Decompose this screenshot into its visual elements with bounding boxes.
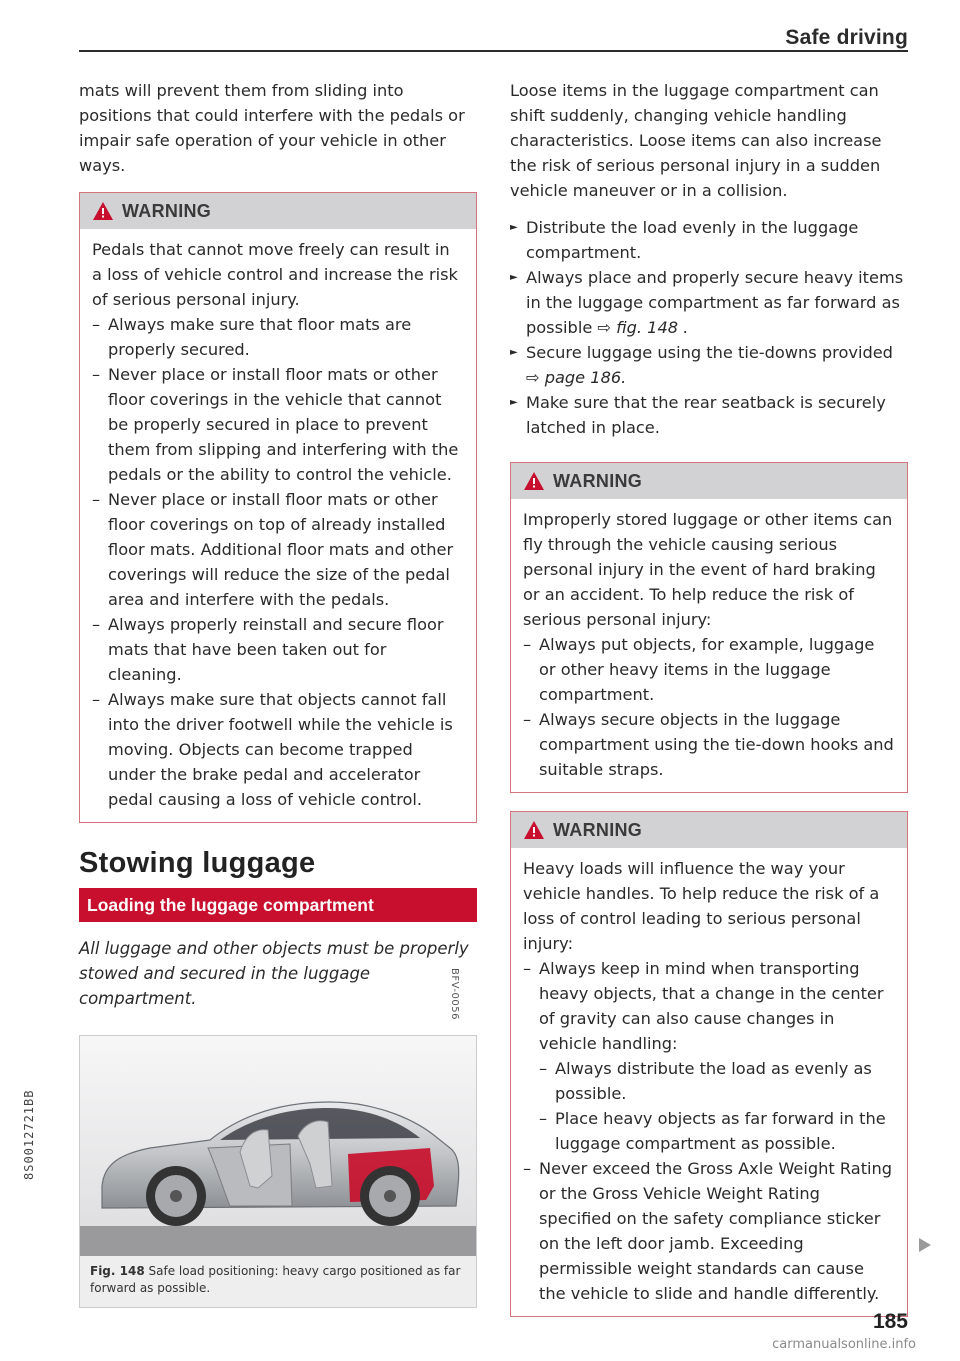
list-item: – Always make sure that objects cannot fall into the driver footwell while the vehicle is moving. Objects can become trapped under the brake pedal and accelerator pedal causing a loss of vehicle control. bbox=[92, 687, 464, 812]
instruction-step bbox=[510, 340, 908, 390]
warning-label: WARNING bbox=[553, 470, 643, 491]
warning-box-luggage bbox=[510, 462, 908, 793]
subsection-intro: All luggage and other objects must be properly stowed and secured in the luggage compartment. bbox=[79, 939, 469, 1008]
figure-caption-label: Fig. 148 bbox=[90, 1264, 145, 1278]
figure-caption-text: Safe load positioning: heavy cargo positioned as far forward as possible. bbox=[90, 1264, 461, 1295]
list-item: – Always put objects, for example, luggage or other heavy items in the luggage compartment. bbox=[523, 632, 895, 707]
warning-text: Heavy loads will influence the way your vehicle handles. To help reduce the risk of a loss of control leading to serious personal injury: bbox=[523, 859, 880, 953]
right-intro-text: Loose items in the luggage compartment can shift suddenly, changing vehicle handling characteristics. Loose items can also increase the risk of serious personal injury in a sudden vehicle maneuver or in a collision. bbox=[510, 81, 882, 200]
section-title: Stowing luggage bbox=[79, 847, 316, 879]
warning-label: WARNING bbox=[122, 200, 212, 221]
list-item: – Always secure objects in the luggage compartment using the tie-down hooks and suitable straps. bbox=[523, 707, 895, 782]
warning-header bbox=[80, 193, 476, 229]
figure-link[interactable]: ⇨ fig. 148 . bbox=[597, 318, 689, 337]
warning-label: WARNING bbox=[553, 819, 643, 840]
warning-list bbox=[523, 632, 895, 782]
continue-arrow-icon bbox=[918, 1237, 932, 1253]
instruction-text: Always place and properly secure heavy items in the luggage compartment as far forward as possible bbox=[526, 268, 904, 337]
instruction-text: Distribute the load evenly in the luggage compartment. bbox=[526, 218, 859, 262]
warning-box-pedals bbox=[79, 192, 477, 823]
instruction-step bbox=[510, 390, 908, 440]
warning-list bbox=[523, 956, 895, 1306]
instruction-step bbox=[510, 265, 908, 340]
left-column bbox=[79, 78, 477, 1308]
instruction-step bbox=[510, 215, 908, 265]
list-item: – Never exceed the Gross Axle Weight Rating or the Gross Vehicle Weight Rating specified on the safety compliance sticker on the left door jamb. Exceeding permissible weight standards can cause the vehicle to slide and handle differently. bbox=[523, 1156, 895, 1306]
warning-sublist bbox=[539, 1056, 895, 1156]
instruction-list bbox=[510, 215, 908, 440]
list-item-text: Always keep in mind when transporting heavy objects, that a change in the center of gravity can also cause changes in vehicle handling: bbox=[539, 959, 884, 1053]
left-intro-text: mats will prevent them from sliding into positions that could interfere with the pedals or impair safe operation of your vehicle in other ways. bbox=[79, 81, 465, 175]
list-item: – Never place or install floor mats or other floor coverings in the vehicle that cannot be properly secured in place to prevent them from slipping and interfering with the pedals or the ability to control the vehicle. bbox=[92, 362, 464, 487]
warning-header bbox=[511, 463, 907, 499]
warning-triangle-icon bbox=[92, 201, 114, 221]
right-column bbox=[510, 78, 908, 1317]
figure-148 bbox=[79, 1035, 477, 1308]
list-item: – Always distribute the load as evenly as possible. bbox=[539, 1056, 895, 1106]
warning-list bbox=[92, 312, 464, 812]
list-item: – Never place or install floor mats or other floor coverings on top of already installed floor mats. Additional floor mats and other coverings will reduce the size of the pedal area and interfere with the pedals. bbox=[92, 487, 464, 612]
warning-text: Improperly stored luggage or other items can fly through the vehicle causing serious personal injury in the event of hard braking or an accident. To help reduce the risk of serious personal injury: bbox=[523, 510, 893, 629]
warning-header bbox=[511, 812, 907, 848]
list-item: – Place heavy objects as far forward in the luggage compartment as possible. bbox=[539, 1106, 895, 1156]
page-link[interactable]: ⇨ page 186. bbox=[526, 368, 627, 387]
figure-code: BFV-0056 bbox=[449, 968, 460, 1020]
warning-text: Pedals that cannot move freely can result in a loss of vehicle control and increase the risk of serious personal injury. bbox=[92, 240, 458, 309]
subsection-title: Loading the luggage compartment bbox=[79, 888, 477, 922]
header-title: Safe driving bbox=[785, 26, 908, 49]
car-load-illustration bbox=[80, 1036, 476, 1256]
warning-box-heavy-loads bbox=[510, 811, 908, 1317]
list-item bbox=[523, 956, 895, 1156]
header-rule bbox=[79, 50, 908, 52]
figure-caption bbox=[80, 1256, 476, 1307]
watermark: carmanualsonline.info bbox=[772, 1337, 916, 1352]
document-code: 8S0012721BB bbox=[22, 1089, 36, 1180]
page-number: 185 bbox=[872, 1310, 908, 1333]
instruction-text: Secure luggage using the tie-downs provided bbox=[526, 343, 893, 362]
warning-triangle-icon bbox=[523, 471, 545, 491]
list-item: – Always properly reinstall and secure floor mats that have been taken out for cleaning. bbox=[92, 612, 464, 687]
warning-triangle-icon bbox=[523, 820, 545, 840]
list-item: – Always make sure that floor mats are properly secured. bbox=[92, 312, 464, 362]
instruction-text: Make sure that the rear seatback is securely latched in place. bbox=[526, 393, 886, 437]
